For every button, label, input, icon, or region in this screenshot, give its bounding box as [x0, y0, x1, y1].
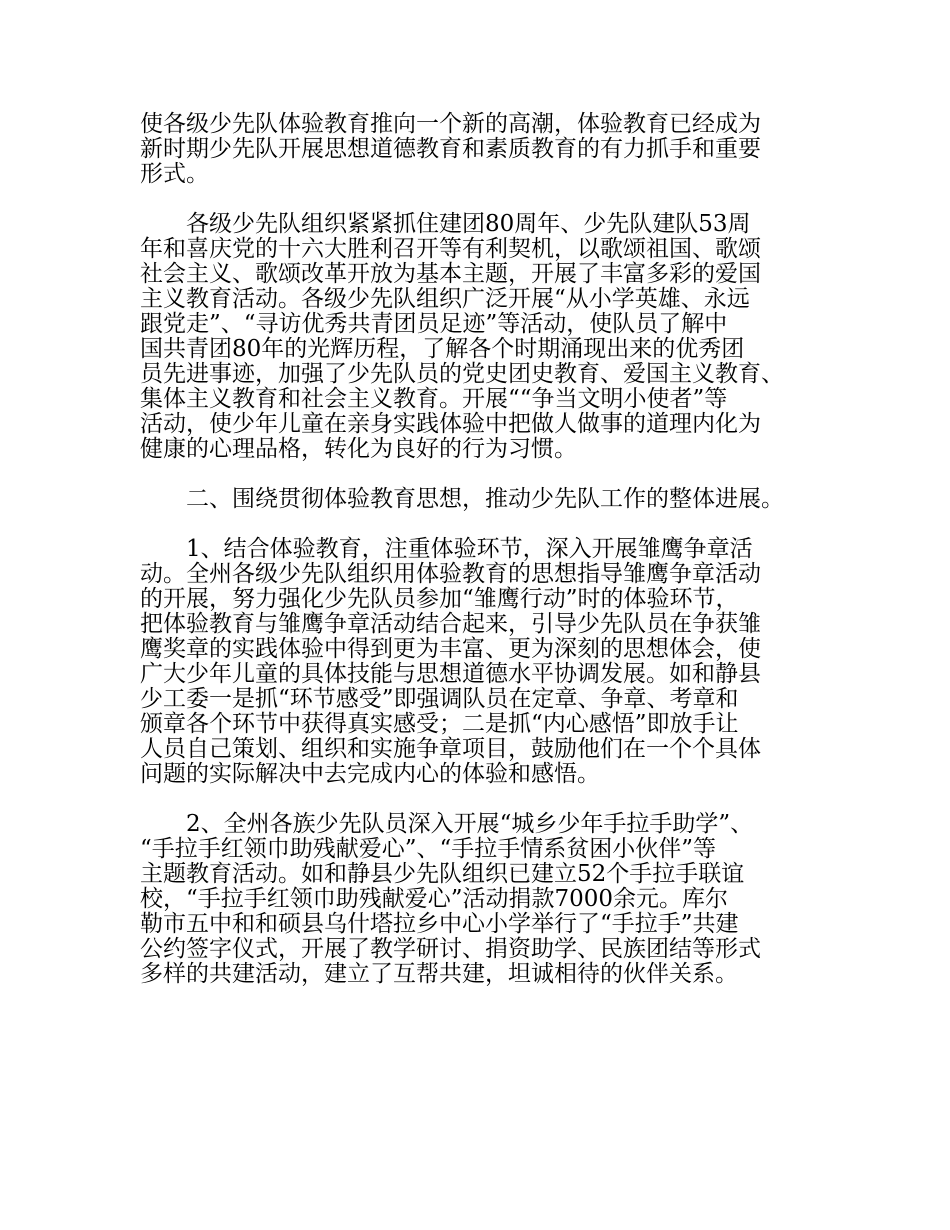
text-line: 多样的共建活动，建立了互帮共建，坦诚相待的伙伴关系。: [140, 961, 738, 987]
text-line: 问题的实际解决中去完成内心的体验和感悟。: [140, 761, 600, 787]
text-line: 1、结合体验教育，注重体验环节，深入开展雏鹰争章活: [140, 536, 753, 562]
text-line: 新时期少先队开展思想道德教育和素质教育的有力抓手和重要: [140, 136, 761, 162]
text-line: 员先进事迹，加强了少先队员的党史团史教育、爱国主义教育、: [140, 361, 784, 387]
text-line: 2、全州各族少先队员深入开展“城乡少年手拉手助学”、: [140, 811, 754, 837]
text-line: 活动，使少年儿童在亲身实践体验中把做人做事的道理内化为: [140, 411, 761, 437]
text-line: 社会主义、歌颂改革开放为基本主题，开展了丰富多彩的爱国: [140, 261, 761, 287]
text-line: 集体主义教育和社会主义教育。开展““争当文明小使者”等: [140, 386, 728, 412]
document-body: [140, 112, 830, 987]
text-line: 公约签字仪式，开展了教学研讨、捐资助学、民族团结等形式: [140, 936, 761, 962]
paragraph-1: [140, 112, 830, 187]
text-line: 动。全州各级少先队组织用体验教育的思想指导雏鹰争章活动: [140, 561, 761, 587]
paragraph-3: [140, 537, 830, 787]
text-line: 国共青团80年的光辉历程，了解各个时期涌现出来的优秀团: [140, 336, 745, 362]
paragraph-4: [140, 812, 830, 987]
paragraph-spacer: [140, 187, 830, 212]
text-line: 校，“手拉手红领巾助残献爱心”活动捐款7000余元。库尔: [140, 886, 729, 912]
text-line: 的开展，努力强化少先队员参加“雏鹰行动”时的体验环节，: [140, 586, 739, 612]
paragraph-2: [140, 212, 830, 462]
text-line: 各级少先队组织紧紧抓住建团80周年、少先队建队53周: [140, 211, 751, 237]
section-heading: [140, 487, 830, 512]
text-line: 使各级少先队体验教育推向一个新的高潮，体验教育已经成为: [140, 111, 761, 137]
text-line: “手拉手红领巾助残献爱心”、“手拉手情系贫困小伙伴”等: [140, 836, 717, 862]
text-line: 广大少年儿童的具体技能与思想道德水平协调发展。如和静县: [140, 661, 761, 687]
text-line: 少工委一是抓“环节感受”即强调队员在定章、争章、考章和: [140, 686, 739, 712]
text-line: 二、围绕贯彻体验教育思想，推动少先队工作的整体进展。: [140, 486, 784, 512]
text-line: 鹰奖章的实践体验中得到更为丰富、更为深刻的思想体会，使: [140, 636, 761, 662]
paragraph-spacer: [140, 462, 830, 487]
text-line: 主题教育活动。如和静县少先队组织已建立52个手拉手联谊: [140, 861, 745, 887]
text-line: 主义教育活动。各级少先队组织广泛开展“从小学英雄、永远: [140, 286, 750, 312]
paragraph-spacer: [140, 787, 830, 812]
text-line: 人员自己策划、组织和实施争章项目，鼓励他们在一个个具体: [140, 736, 761, 762]
paragraph-spacer: [140, 512, 830, 537]
text-line: 把体验教育与雏鹰争章活动结合起来，引导少先队员在争获雏: [140, 611, 761, 637]
text-line: 跟党走”、“寻访优秀共青团员足迹”等活动，使队员了解中: [140, 311, 728, 337]
text-line: 年和喜庆党的十六大胜利召开等有利契机，以歌颂祖国、歌颂: [140, 236, 761, 262]
text-line: 勒市五中和和硕县乌什塔拉乡中心小学举行了“手拉手”共建: [140, 911, 739, 937]
text-line: 颁章各个环节中获得真实感受；二是抓“内心感悟”即放手让: [140, 711, 739, 737]
text-line: 健康的心理品格，转化为良好的行为习惯。: [140, 436, 577, 462]
text-line: 形式。: [140, 161, 209, 187]
